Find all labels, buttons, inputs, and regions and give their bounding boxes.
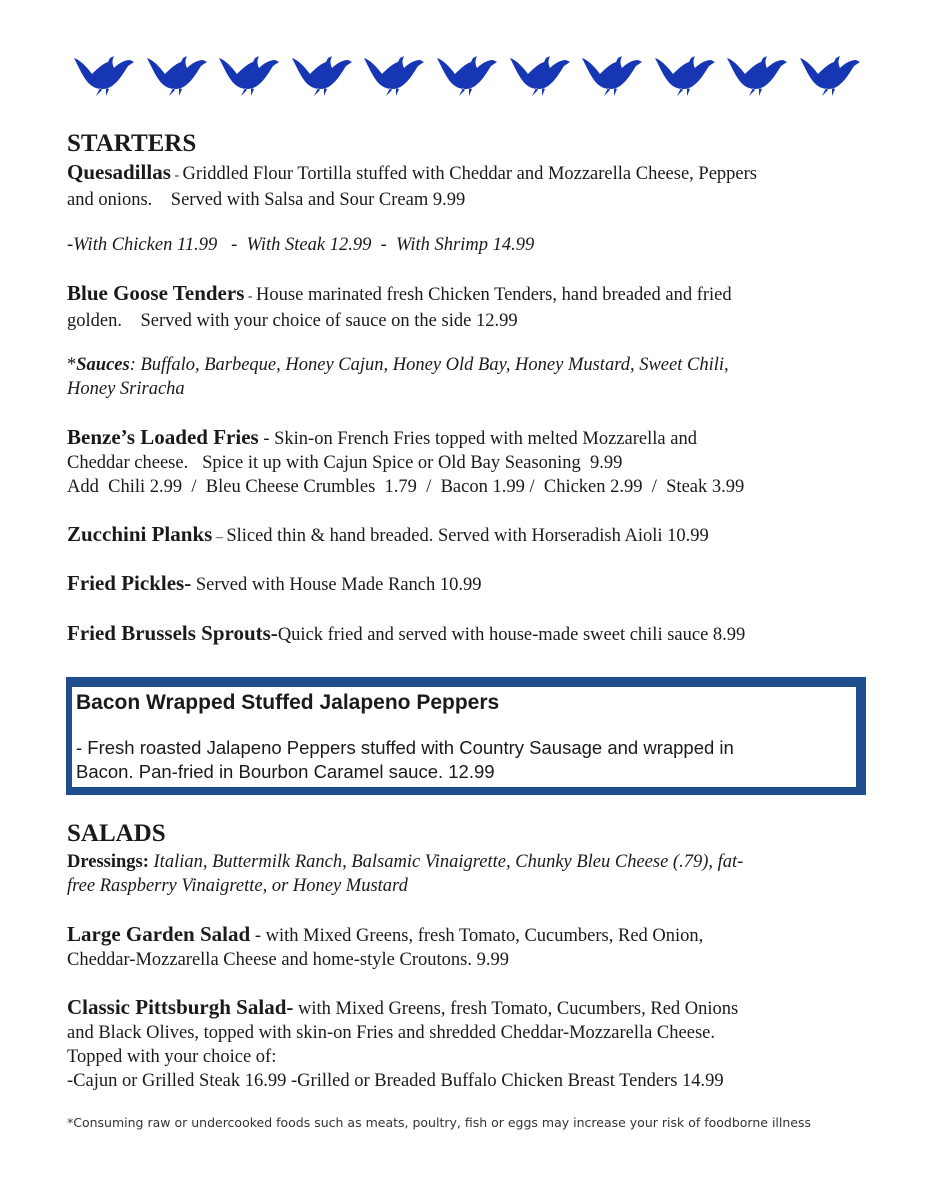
sauces-text: Honey Sriracha <box>67 379 185 399</box>
dressings-text: free Raspberry Vinaigrette, or Honey Mustard <box>67 876 408 896</box>
quesadilla-options: -With Chicken 11.99 - With Steak 12.99 - With Shrimp 14.99 <box>67 235 535 255</box>
menu-item-brussels <box>67 621 867 647</box>
item-description: golden. Served with your choice of sauce on the side 12.99 <box>67 311 518 331</box>
goose-border <box>72 50 862 100</box>
item-description: Griddled Flour Tortilla stuffed with Cheddar and Mozzarella Cheese, Peppers <box>182 164 758 184</box>
blue-goose-icon <box>290 50 354 100</box>
item-description: Topped with your choice of: <box>67 1047 277 1067</box>
menu-item-loaded-fries <box>67 425 867 499</box>
blue-goose-icon <box>217 50 281 100</box>
item-description: with Mixed Greens, fresh Tomato, Cucumbers, Red Onions <box>293 999 739 1019</box>
item-separator: - <box>170 168 183 183</box>
item-description: Served with House Made Ranch 10.99 <box>191 575 482 595</box>
item-options <box>67 233 867 257</box>
blue-goose-icon <box>653 50 717 100</box>
menu-item-pittsburgh-salad <box>67 995 867 1093</box>
item-name: Large Garden Salad <box>67 922 251 946</box>
item-separator: – <box>212 530 227 545</box>
featured-desc-line: Bacon. Pan-fried in Bourbon Caramel sauce. 12.99 <box>76 761 495 782</box>
item-name: Zucchini Planks <box>67 522 213 546</box>
featured-desc-line: - Fresh roasted Jalapeno Peppers stuffed with Country Sausage and wrapped in <box>76 737 734 758</box>
dressings-label: Dressings: <box>67 852 149 872</box>
item-name: Classic Pittsburgh Salad- <box>67 995 294 1019</box>
item-name: Quesadillas <box>67 160 171 184</box>
dressings <box>67 850 867 898</box>
item-description: Cheddar-Mozzarella Cheese and home-style Croutons. 9.99 <box>67 950 509 970</box>
item-description: Skin-on French Fries topped with melted Mozzarella and <box>274 429 697 449</box>
blue-goose-icon <box>145 50 209 100</box>
blue-goose-icon <box>72 50 136 100</box>
blue-goose-icon <box>508 50 572 100</box>
starters-section <box>67 130 867 158</box>
item-separator: - <box>258 429 275 449</box>
item-separator: - <box>244 289 257 304</box>
blue-goose-icon <box>798 50 862 100</box>
menu-item-tenders <box>67 281 867 333</box>
menu-item-quesadillas <box>67 160 867 212</box>
featured-title: Bacon Wrapped Stuffed Jalapeno Peppers <box>76 691 500 714</box>
blue-goose-icon <box>362 50 426 100</box>
item-name: Blue Goose Tenders <box>67 281 245 305</box>
featured-item <box>70 685 858 789</box>
sauces-label: Sauces <box>76 355 130 375</box>
item-name: Fried Pickles- <box>67 571 192 595</box>
sauce-list <box>67 353 867 401</box>
menu-item-pickles <box>67 571 867 597</box>
item-description: with Mixed Greens, fresh Tomato, Cucumbers, Red Onion, <box>265 926 704 946</box>
featured-description <box>76 736 852 784</box>
fries-addons: Add Chili 2.99 / Bleu Cheese Crumbles 1.79 / Bacon 1.99 / Chicken 2.99 / Steak 3.99 <box>67 477 745 497</box>
item-description: Quick fried and served with house-made sweet chili sauce 8.99 <box>277 625 746 645</box>
featured-item-box <box>66 677 866 795</box>
health-disclaimer: *Consuming raw or undercooked foods such as meats, poultry, fish or eggs may increase your risk of foodborne illness <box>67 1115 811 1130</box>
item-description: -Cajun or Grilled Steak 16.99 -Grilled or Breaded Buffalo Chicken Breast Tenders 14.99 <box>67 1071 724 1091</box>
sauces-text: : Buffalo, Barbeque, Honey Cajun, Honey Old Bay, Honey Mustard, Sweet Chili, <box>129 355 729 375</box>
item-description: and Black Olives, topped with skin-on Fries and shredded Cheddar-Mozzarella Cheese. <box>67 1023 715 1043</box>
item-description: Sliced thin & hand breaded. Served with Horseradish Aioli 10.99 <box>226 526 709 546</box>
section-heading: STARTERS <box>67 130 197 157</box>
blue-goose-icon <box>725 50 789 100</box>
asterisk: * <box>67 355 77 375</box>
item-name: Benze’s Loaded Fries <box>67 425 259 449</box>
menu-item-zucchini <box>67 522 867 550</box>
menu-item-garden-salad <box>67 922 867 972</box>
salads-section <box>67 820 867 848</box>
blue-goose-icon <box>580 50 644 100</box>
item-name: Fried Brussels Sprouts- <box>67 621 278 645</box>
item-description: and onions. Served with Salsa and Sour Cream 9.99 <box>67 190 466 210</box>
blue-goose-icon <box>435 50 499 100</box>
item-description: House marinated fresh Chicken Tenders, hand breaded and fried <box>256 285 732 305</box>
dressings-text: Italian, Buttermilk Ranch, Balsamic Vinaigrette, Chunky Bleu Cheese (.79), fat- <box>148 852 744 872</box>
item-separator: - <box>250 926 266 946</box>
section-heading: SALADS <box>67 820 166 847</box>
item-description: Cheddar cheese. Spice it up with Cajun Spice or Old Bay Seasoning 9.99 <box>67 453 623 473</box>
